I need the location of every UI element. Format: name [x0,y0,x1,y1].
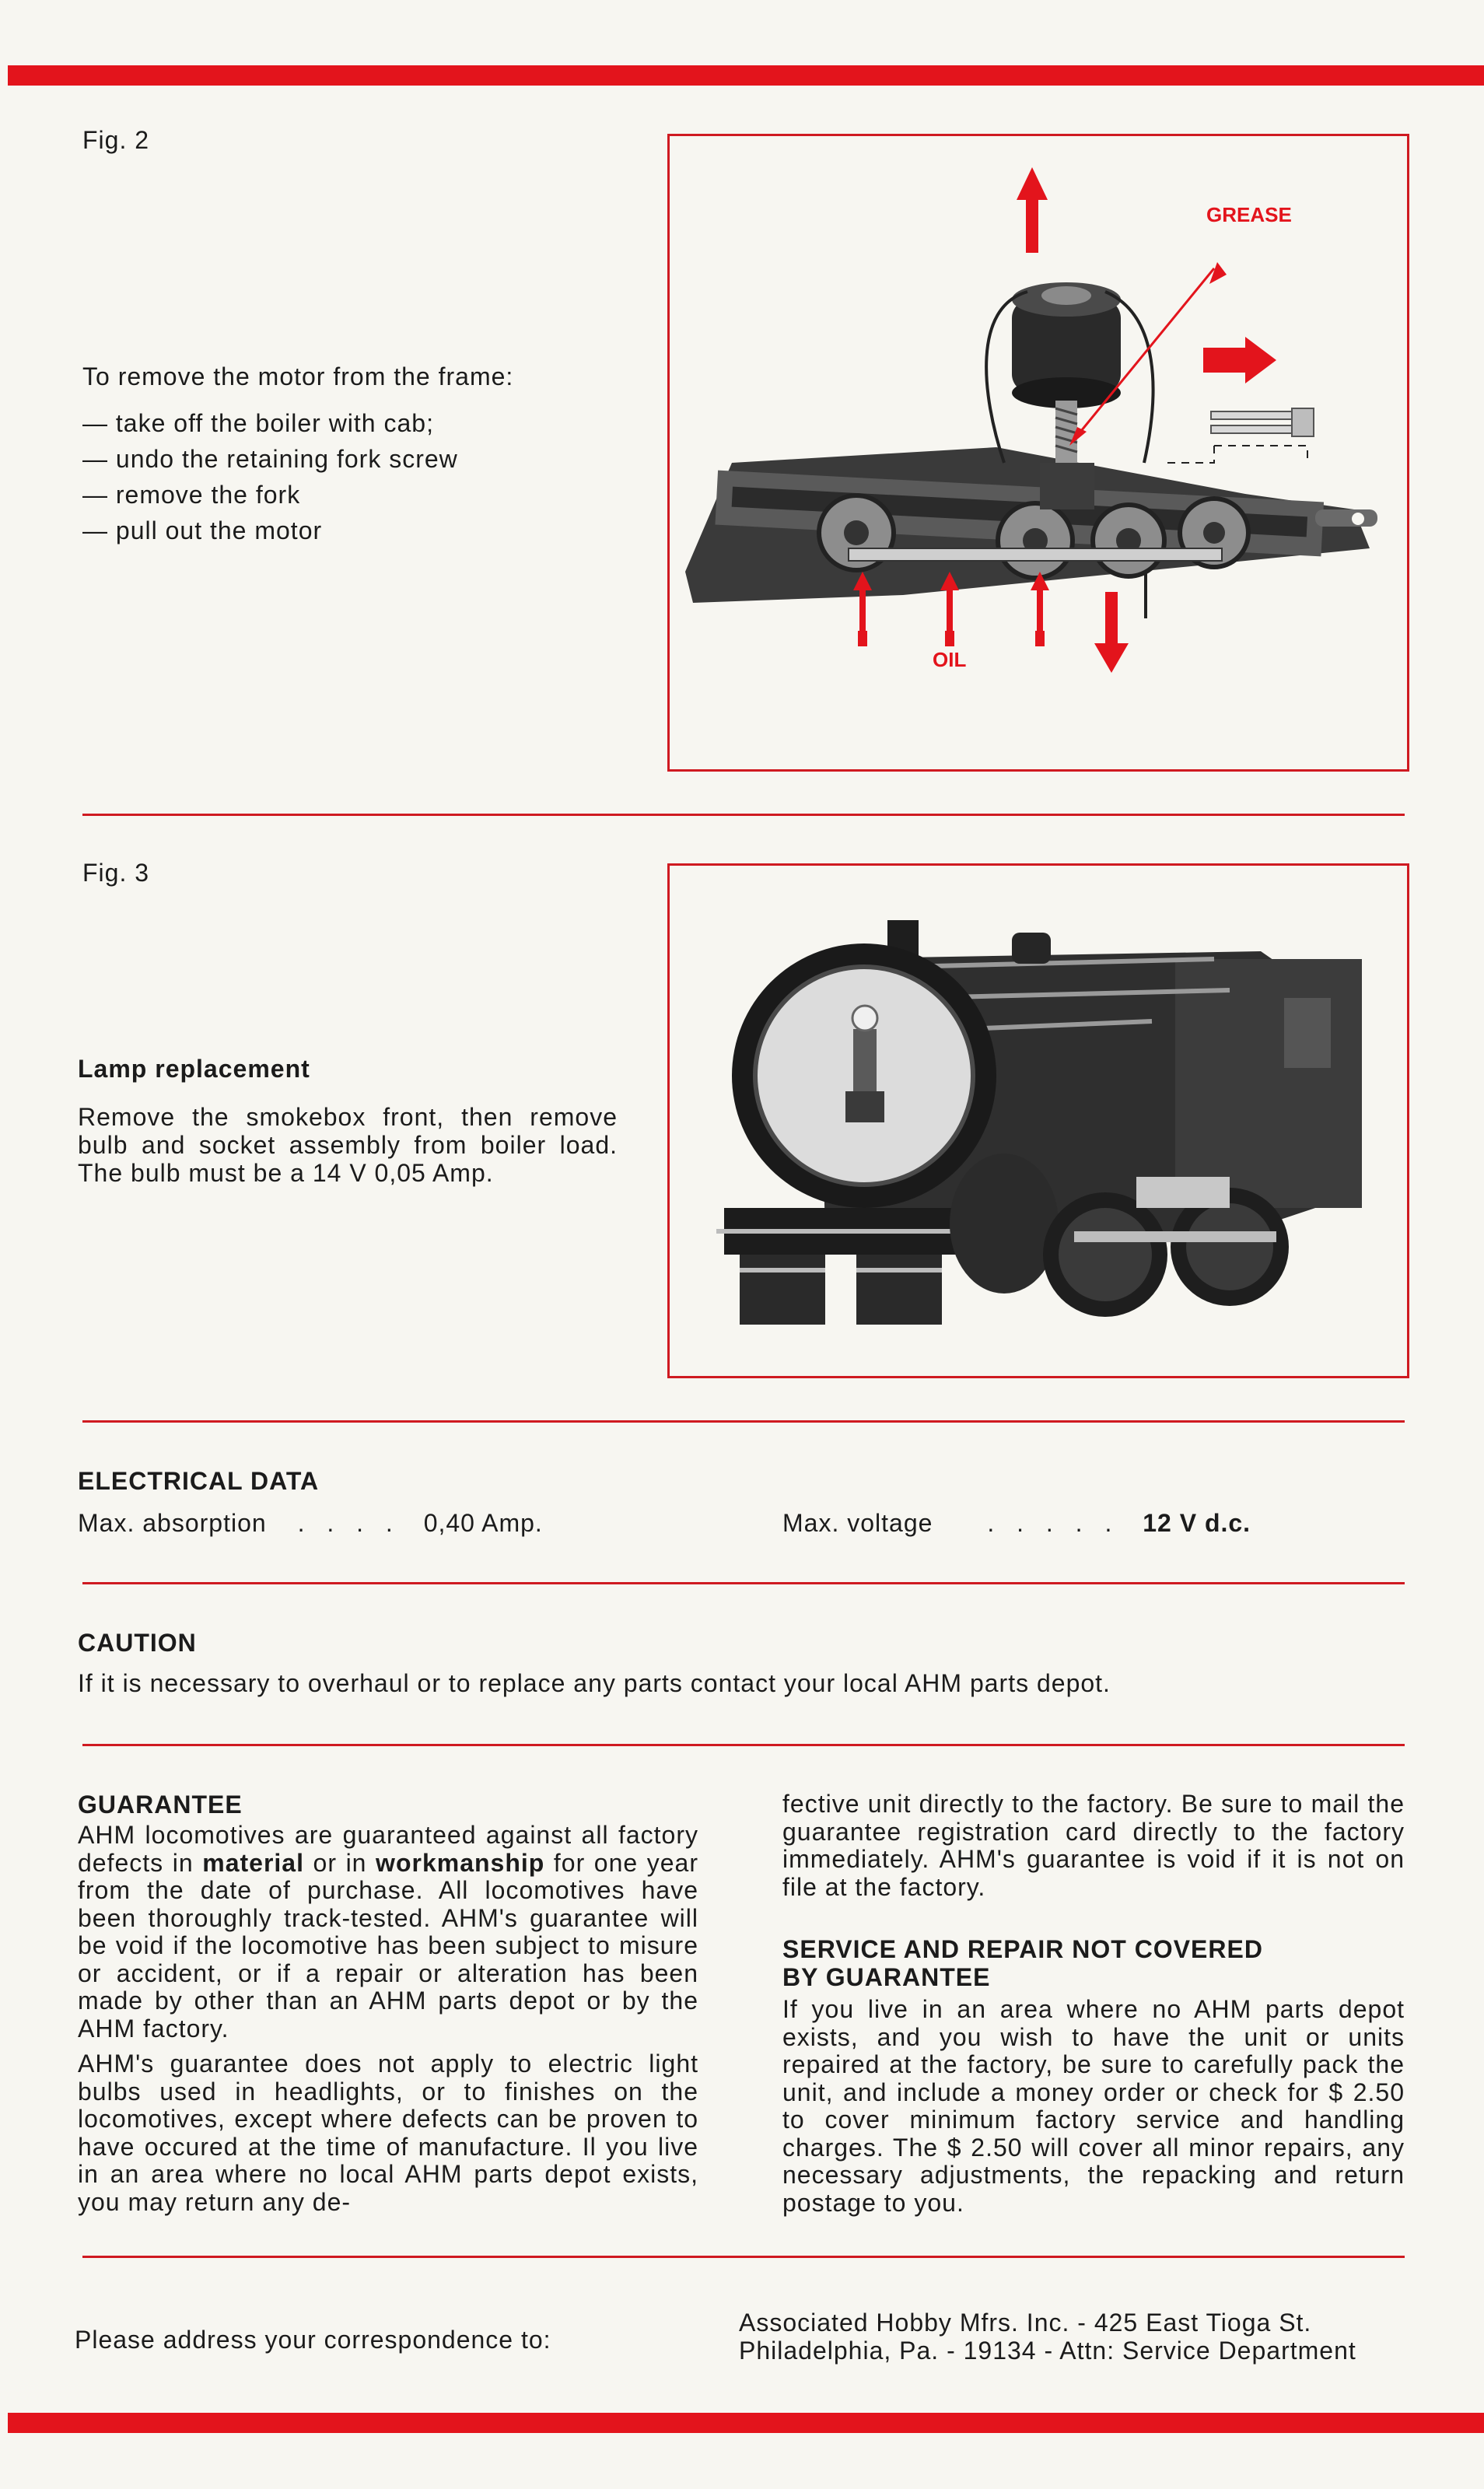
guarantee-continued: fective unit directly to the factory. Be sure to mail the guarantee registration card directly to the factory immediately. AHM's guarantee is void if it is not on file at the factory. [782,1790,1405,1901]
divider [82,814,1405,816]
correspondence-label: Please address your correspondence to: [75,2326,551,2354]
service-heading-line: SERVICE AND REPAIR NOT COVERED [782,1935,1263,1963]
service-heading [782,1935,1263,1991]
fig2-step: — take off the boiler with cab; [82,409,434,437]
max-voltage-row [782,1509,1251,1537]
guarantee-column-left [78,1822,698,2216]
guarantee-heading: GUARANTEE [78,1791,243,1819]
fig2-step: — pull out the motor [82,516,323,544]
bottom-red-bar [8,2413,1484,2433]
grease-callout: GREASE [1206,203,1292,226]
guarantee-text: or in [303,1848,376,1877]
guarantee-text: AHM locomotives are guaranteed against all factory defects in [78,1821,698,1877]
electrical-data-heading: ELECTRICAL DATA [78,1467,320,1495]
divider [82,1744,1405,1746]
address-line: Philadelphia, Pa. - 19134 - Attn: Service Department [739,2337,1356,2365]
fig2-step: — remove the fork [82,481,301,509]
caution-heading: CAUTION [78,1629,197,1657]
guarantee-emphasis: workmanship [376,1848,545,1877]
fig2-label: Fig. 2 [82,126,150,154]
caution-text: If it is necessary to overhaul or to replace any parts contact your local AHM parts depot. [78,1669,1111,1697]
lamp-replacement-heading: Lamp replacement [78,1055,310,1083]
divider [82,2256,1405,2258]
oil-callout: OIL [933,648,967,671]
guarantee-text: for one year from the date of purchase. All locomotives have been thoroughly track-tested. AHM's guarantee will be void if the locomotive has been subject to misure or accident, or if a repair or alteration has been made by other than an AHM parts depot or by the AHM factory. [78,1848,699,2043]
fig3-illustration-frame [667,863,1409,1378]
guarantee-paragraph [78,1822,698,2043]
max-absorption-label: Max. absorption [78,1509,267,1537]
max-voltage-value: 12 V d.c. [1143,1509,1251,1537]
fig2-illustration-frame [667,134,1409,772]
fig2-instructions [82,362,627,544]
guarantee-emphasis: material [202,1848,304,1877]
max-absorption-row [78,1509,543,1537]
fig2-intro: To remove the motor from the frame: [82,362,514,390]
mailing-address [739,2309,1405,2365]
leader-dots: . . . . [297,1509,401,1537]
lamp-replacement-text: Remove the smokebox front, then remove bulb and socket assembly from boiler load. The bulb must be a 14 V 0,05 Amp. [78,1103,618,1187]
top-red-bar [8,65,1484,86]
divider [82,1420,1405,1423]
max-voltage-label: Max. voltage [782,1509,933,1537]
divider [82,1582,1405,1584]
service-heading-line: BY GUARANTEE [782,1963,991,1991]
guarantee-paragraph: AHM's guarantee does not apply to electric light bulbs used in headlights, or to finishes on the locomotives, except where defects can be proven to have occured at the time of manufacture. Il you live in an area where no local AHM parts depot exists, you may return any de- [78,2050,698,2216]
address-line: Associated Hobby Mfrs. Inc. - 425 East Tioga St. [739,2309,1312,2337]
fig2-step: — undo the retaining fork screw [82,445,458,473]
leader-dots: . . . . . [987,1509,1120,1537]
service-text: If you live in an area where no AHM parts depot exists, and you wish to have the unit or units repaired at the factory, be sure to carefully pack the unit, and include a money order or check for $ 2.50 to cover minimum factory service and handling charges. The $ 2.50 will cover all minor repairs, any necessary adjustments, the repacking and return postage to you. [782,1995,1405,2217]
fig3-label: Fig. 3 [82,859,150,887]
motor-chassis-illustration [670,136,1407,769]
max-absorption-value: 0,40 Amp. [423,1509,543,1537]
locomotive-illustration [670,866,1407,1376]
